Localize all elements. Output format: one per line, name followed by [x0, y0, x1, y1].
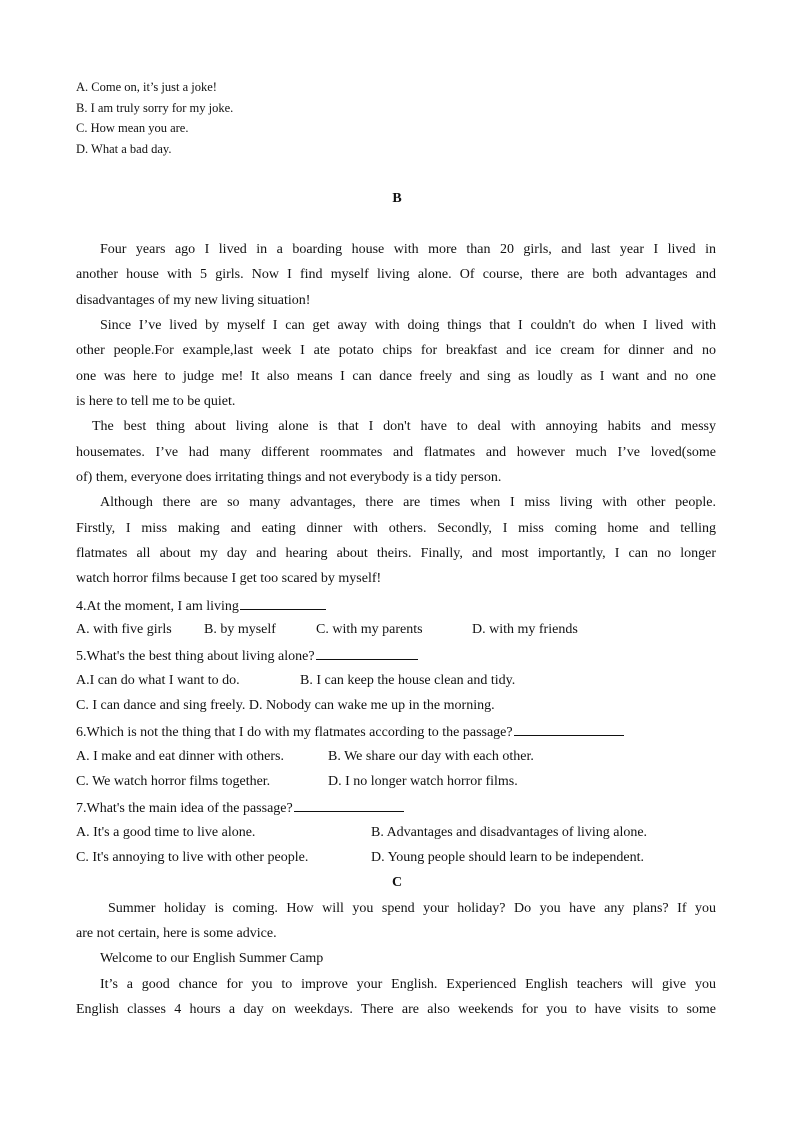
q7-stem — [76, 799, 716, 817]
passage-b-line: of) them, everyone does irritating things and not everybody is a tidy person. — [76, 470, 502, 485]
q4-option-b: B. by myself — [204, 622, 276, 637]
passage-b-line: watch horror films because I get too scared by myself! — [76, 571, 382, 586]
q5-stem — [76, 647, 716, 665]
q3-option-b: B. I am truly sorry for my joke. — [76, 101, 234, 115]
q3-option-d: D. What a bad day. — [76, 142, 172, 156]
q4-stem-text: 4.At the moment, I am living — [76, 599, 239, 614]
passage-c-line: English classes 4 hours a day on weekdays. There are also weekends for you to have visits to some — [76, 1002, 716, 1017]
passage-b-line: another house with 5 girls. Now I find myself living alone. Of course, there are both advantages and — [76, 267, 716, 282]
q5-option-b: B. I can keep the house clean and tidy. — [300, 673, 516, 688]
q6-answer-blank[interactable] — [514, 723, 624, 736]
passage-b-line: is here to tell me to be quiet. — [76, 394, 236, 409]
passage-b-line: The best thing about living alone is that I don't have to deal with annoying habits and messy — [92, 419, 716, 434]
q4-stem — [76, 597, 716, 615]
q7-option-a: A. It's a good time to live alone. — [76, 825, 256, 840]
q6-option-d: D. I no longer watch horror films. — [328, 774, 518, 789]
q6-option-a: A. I make and eat dinner with others. — [76, 749, 284, 764]
passage-c-line: are not certain, here is some advice. — [76, 926, 277, 941]
q7-stem-text: 7.What's the main idea of the passage? — [76, 801, 293, 816]
q6-option-c: C. We watch horror films together. — [76, 774, 271, 789]
q7-option-c: C. It's annoying to live with other people. — [76, 850, 309, 865]
passage-c-line: It’s a good chance for you to improve your English. Experienced English teachers will give you — [100, 977, 716, 992]
q3-option-c: C. How mean you are. — [76, 121, 189, 135]
passage-c-line: Summer holiday is coming. How will you spend your holiday? Do you have any plans? If you — [108, 901, 716, 916]
q6-stem — [76, 723, 716, 741]
q4-option-d: D. with my friends — [472, 622, 578, 637]
q7-option-b: B. Advantages and disadvantages of living alone. — [371, 825, 648, 840]
q4-option-a: A. with five girls — [76, 622, 172, 637]
passage-b-line: disadvantages of my new living situation! — [76, 293, 311, 308]
section-b-heading: B — [392, 191, 402, 206]
passage-b-line: other people.For example,last week I ate potato chips for breakfast and ice cream for dinner and no — [76, 343, 716, 358]
q6-stem-text: 6.Which is not the thing that I do with my flatmates according to the passage? — [76, 725, 513, 740]
q5-stem-text: 5.What's the best thing about living alone? — [76, 649, 315, 664]
q3-option-a: A. Come on, it’s just a joke! — [76, 80, 217, 94]
passage-b-line: flatmates all about my day and hearing about theirs. Finally, and most importantly, I can no longer — [76, 546, 716, 561]
q5-option-cd: C. I can dance and sing freely. D. Nobody can wake me up in the morning. — [76, 698, 495, 713]
passage-c-subtitle: Welcome to our English Summer Camp — [100, 951, 324, 966]
q6-option-b: B. We share our day with each other. — [328, 749, 534, 764]
q5-option-a: A.I can do what I want to do. — [76, 673, 240, 688]
q7-option-d: D. Young people should learn to be independent. — [371, 850, 644, 865]
passage-b-line: Since I’ve lived by myself I can get away with doing things that I couldn't do when I lived with — [100, 318, 716, 333]
q4-answer-blank[interactable] — [240, 597, 326, 610]
q4-option-c: C. with my parents — [316, 622, 423, 637]
passage-b-line: Firstly, I miss making and eating dinner with others. Secondly, I miss coming home and telling — [76, 521, 716, 536]
passage-b-line: housemates. I’ve had many different roommates and flatmates and however much I’ve loved(some — [76, 445, 716, 460]
q7-answer-blank[interactable] — [294, 799, 404, 812]
section-c-heading: C — [391, 875, 403, 890]
passage-b-line: one was here to judge me! It also means I can dance freely and sing as loudly as I want and no one — [76, 369, 716, 384]
q5-answer-blank[interactable] — [316, 647, 418, 660]
passage-b-line: Although there are so many advantages, there are times when I miss living with other people. — [100, 495, 716, 510]
passage-b-line: Four years ago I lived in a boarding house with more than 20 girls, and last year I lived in — [100, 242, 716, 257]
